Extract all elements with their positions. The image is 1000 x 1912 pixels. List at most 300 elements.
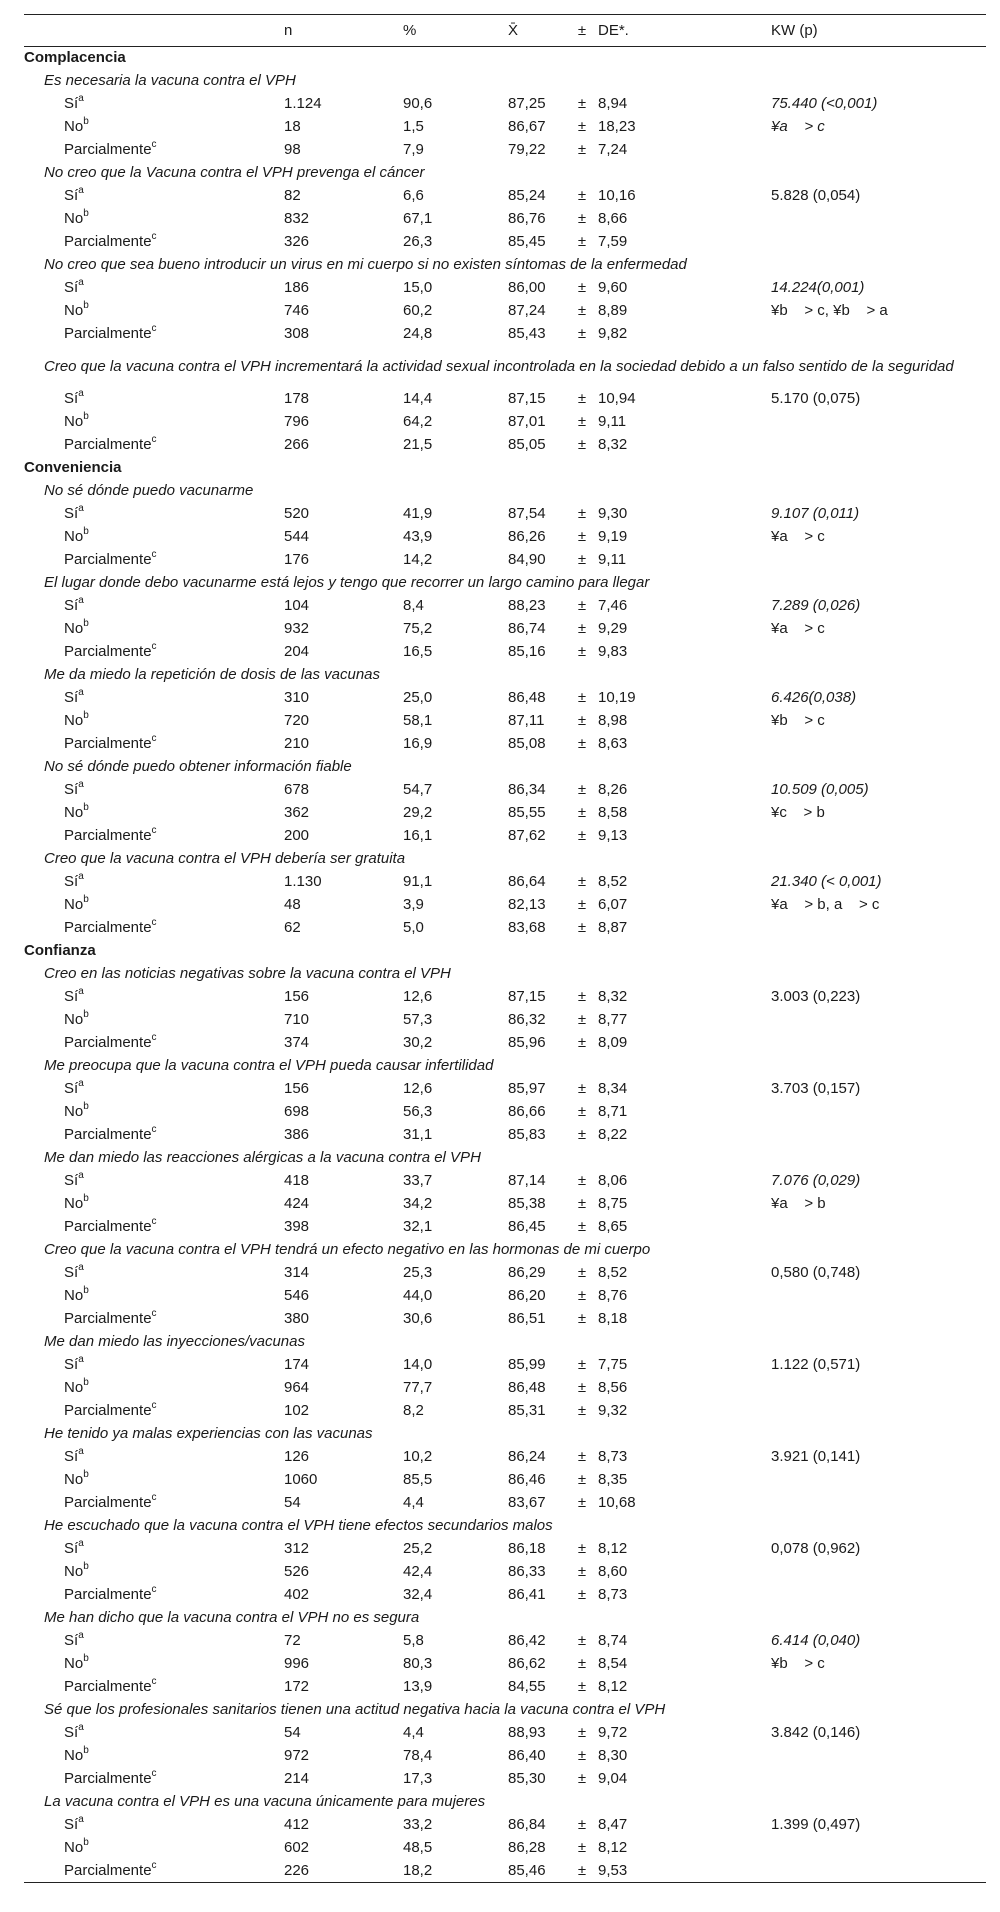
cell-n: 964: [284, 1379, 310, 1396]
option-superscript: b: [83, 710, 89, 721]
table-row: [24, 871, 986, 894]
option-text: No: [64, 118, 84, 135]
option-text: Parcialmente: [64, 1126, 152, 1143]
table-row: [24, 323, 986, 346]
cell-n: 520: [284, 505, 310, 522]
cell-pct: 17,3: [403, 1770, 433, 1787]
cell-kw: [771, 1009, 986, 1032]
cell-sd: 9,11: [598, 413, 627, 430]
cell-kw: 10.509 (0,005): [771, 781, 869, 798]
table-row: [24, 1078, 986, 1101]
cell-mean: 88,93: [508, 1724, 546, 1741]
cell-mean: 86,62: [508, 1655, 546, 1672]
option-label: [24, 1837, 278, 1860]
cell-kw: [771, 1285, 986, 1308]
table-row: [24, 1354, 986, 1377]
option-label: [24, 1285, 278, 1308]
cell-pm: ±: [577, 1011, 587, 1028]
question-text: Creo que la vacuna contra el VPH debería ser gratuita: [44, 850, 406, 867]
cell-kw: ¥a > c: [771, 118, 825, 135]
cell-kw: [771, 1216, 986, 1239]
cell-n: 186: [284, 279, 310, 296]
table-row: [24, 526, 986, 549]
option-text: No: [64, 1655, 84, 1672]
cell-pct: 30,6: [403, 1310, 433, 1327]
option-superscript: b: [83, 894, 89, 905]
table-row: [24, 825, 986, 848]
table-row: [24, 1814, 986, 1837]
cell-sd: 9,32: [598, 1402, 628, 1419]
cell-pct: 41,9: [403, 505, 433, 522]
cell-mean: 85,96: [508, 1034, 546, 1051]
cell-mean: 86,41: [508, 1586, 546, 1603]
cell-n: 544: [284, 528, 310, 545]
cell-kw: 3.003 (0,223): [771, 988, 861, 1005]
table-row: [24, 1377, 986, 1400]
cell-pct: 8,4: [403, 597, 424, 614]
cell-mean: 87,15: [508, 390, 546, 407]
table-row: [24, 1768, 986, 1791]
option-superscript: b: [83, 1469, 89, 1480]
cell-mean: 85,43: [508, 325, 546, 342]
cell-n: 156: [284, 1080, 310, 1097]
question-text: Me han dicho que la vacuna contra el VPH no es segura: [44, 1609, 420, 1626]
cell-pct: 21,5: [403, 436, 433, 453]
table-row: [24, 1170, 986, 1193]
cell-mean: 85,45: [508, 233, 546, 250]
cell-sd: 8,66: [598, 210, 628, 227]
cell-kw: ¥c > b: [771, 804, 825, 821]
header-sd: DE*.: [594, 15, 771, 47]
option-label: [24, 323, 278, 346]
option-text: No: [64, 1747, 84, 1764]
table-row: [24, 1837, 986, 1860]
question-row: [24, 1791, 986, 1814]
cell-kw: [771, 1308, 986, 1331]
cell-mean: 86,51: [508, 1310, 546, 1327]
cell-kw: [771, 1584, 986, 1607]
option-text: Parcialmente: [64, 233, 152, 250]
option-label: [24, 1860, 278, 1883]
option-text: No: [64, 1563, 84, 1580]
cell-pm: ±: [577, 1770, 587, 1787]
cell-pct: 4,4: [403, 1494, 424, 1511]
cell-pm: ±: [577, 1471, 587, 1488]
option-superscript: b: [83, 300, 89, 311]
cell-mean: 86,28: [508, 1839, 546, 1856]
cell-mean: 86,74: [508, 620, 546, 637]
cell-sd: 8,98: [598, 712, 628, 729]
option-text: Parcialmente: [64, 827, 152, 844]
question-text: No creo que la Vacuna contra el VPH prevenga el cáncer: [44, 164, 425, 181]
question-row: [24, 1515, 986, 1538]
option-label: [24, 1768, 278, 1791]
option-label: [24, 917, 278, 940]
option-superscript: c: [151, 231, 157, 242]
cell-n: 178: [284, 390, 310, 407]
option-label: [24, 687, 278, 710]
cell-sd: 8,56: [598, 1379, 628, 1396]
question-row: [24, 346, 986, 388]
cell-sd: 9,83: [598, 643, 628, 660]
cell-pct: 12,6: [403, 1080, 433, 1097]
cell-pct: 16,5: [403, 643, 433, 660]
cell-n: 210: [284, 735, 310, 752]
table-row: [24, 277, 986, 300]
table-row: [24, 1009, 986, 1032]
cell-kw: 3.703 (0,157): [771, 1080, 861, 1097]
cell-n: 72: [284, 1632, 301, 1649]
table-row: [24, 1101, 986, 1124]
option-label: [24, 1400, 278, 1423]
cell-pm: ±: [577, 141, 587, 158]
cell-n: 424: [284, 1195, 310, 1212]
cell-pct: 3,9: [403, 896, 424, 913]
option-label: [24, 1446, 278, 1469]
cell-pm: ±: [577, 436, 587, 453]
option-label: [24, 802, 278, 825]
cell-n: 380: [284, 1310, 310, 1327]
table-row: [24, 1193, 986, 1216]
cell-pm: ±: [577, 1632, 587, 1649]
cell-mean: 86,64: [508, 873, 546, 890]
option-superscript: b: [83, 1837, 89, 1848]
option-label: [24, 1193, 278, 1216]
cell-pct: 15,0: [403, 279, 433, 296]
option-label: [24, 1584, 278, 1607]
cell-mean: 86,84: [508, 1816, 546, 1833]
cell-pm: ±: [577, 1816, 587, 1833]
cell-kw: 5.170 (0,075): [771, 390, 861, 407]
option-superscript: a: [78, 1630, 84, 1641]
cell-pct: 25,0: [403, 689, 433, 706]
option-superscript: a: [78, 595, 84, 606]
cell-pct: 67,1: [403, 210, 433, 227]
table-row: [24, 1584, 986, 1607]
option-superscript: a: [78, 1722, 84, 1733]
option-label: [24, 208, 278, 231]
cell-kw: [771, 1400, 986, 1423]
cell-pm: ±: [577, 1655, 587, 1672]
question-row: [24, 70, 986, 93]
cell-pct: 7,9: [403, 141, 424, 158]
cell-mean: 84,90: [508, 551, 546, 568]
cell-mean: 83,67: [508, 1494, 546, 1511]
cell-sd: 8,32: [598, 988, 628, 1005]
option-text: Sí: [64, 95, 79, 112]
option-text: Parcialmente: [64, 1678, 152, 1695]
data-table: [24, 14, 986, 1883]
cell-pm: ±: [577, 1563, 587, 1580]
option-superscript: c: [151, 1308, 157, 1319]
option-label: [24, 139, 278, 162]
option-label: [24, 411, 278, 434]
cell-kw: ¥a > c: [771, 620, 825, 637]
cell-mean: 86,40: [508, 1747, 546, 1764]
cell-n: 176: [284, 551, 310, 568]
cell-pct: 58,1: [403, 712, 433, 729]
cell-pm: ±: [577, 1448, 587, 1465]
table-row: [24, 1676, 986, 1699]
cell-pct: 43,9: [403, 528, 433, 545]
option-label: [24, 1722, 278, 1745]
option-superscript: b: [83, 802, 89, 813]
cell-pm: ±: [577, 1218, 587, 1235]
option-label: [24, 549, 278, 572]
option-text: Parcialmente: [64, 325, 152, 342]
question-row: [24, 1699, 986, 1722]
cell-sd: 10,94: [598, 390, 636, 407]
header-pct: %: [403, 15, 508, 47]
option-label: [24, 277, 278, 300]
option-superscript: b: [83, 116, 89, 127]
cell-sd: 8,52: [598, 873, 628, 890]
cell-n: 314: [284, 1264, 310, 1281]
cell-pm: ±: [577, 988, 587, 1005]
option-superscript: c: [151, 1400, 157, 1411]
cell-pm: ±: [577, 735, 587, 752]
cell-mean: 86,24: [508, 1448, 546, 1465]
cell-sd: 7,59: [598, 233, 628, 250]
cell-kw: [771, 323, 986, 346]
option-text: Sí: [64, 689, 79, 706]
option-superscript: b: [83, 1653, 89, 1664]
option-superscript: a: [78, 1446, 84, 1457]
cell-pm: ±: [577, 95, 587, 112]
cell-mean: 85,55: [508, 804, 546, 821]
cell-kw: 14.224(0,001): [771, 279, 865, 296]
cell-mean: 87,24: [508, 302, 546, 319]
cell-n: 374: [284, 1034, 310, 1051]
cell-mean: 85,05: [508, 436, 546, 453]
table-row: [24, 1262, 986, 1285]
cell-pm: ±: [577, 1747, 587, 1764]
option-label: [24, 434, 278, 457]
cell-sd: 18,23: [598, 118, 636, 135]
option-text: Parcialmente: [64, 1494, 152, 1511]
option-superscript: b: [83, 618, 89, 629]
cell-pm: ±: [577, 827, 587, 844]
cell-pm: ±: [577, 118, 587, 135]
cell-pm: ±: [577, 919, 587, 936]
question-text: La vacuna contra el VPH es una vacuna únicamente para mujeres: [44, 1793, 486, 1810]
cell-mean: 86,32: [508, 1011, 546, 1028]
option-superscript: c: [151, 549, 157, 560]
table-row: [24, 1630, 986, 1653]
cell-mean: 84,55: [508, 1678, 546, 1695]
option-label: [24, 1009, 278, 1032]
option-label: [24, 1124, 278, 1147]
cell-sd: 8,52: [598, 1264, 628, 1281]
cell-pct: 16,9: [403, 735, 433, 752]
cell-sd: 8,60: [598, 1563, 628, 1580]
cell-kw: [771, 917, 986, 940]
option-text: Parcialmente: [64, 1586, 152, 1603]
cell-pm: ±: [577, 781, 587, 798]
cell-sd: 8,09: [598, 1034, 628, 1051]
question-text: He tenido ya malas experiencias con las vacunas: [44, 1425, 373, 1442]
cell-pct: 18,2: [403, 1860, 508, 1883]
option-label: [24, 595, 278, 618]
table-row: [24, 185, 986, 208]
cell-mean: 86,45: [508, 1218, 546, 1235]
cell-pm: ±: [577, 1287, 587, 1304]
question-text: Me dan miedo las reacciones alérgicas a la vacuna contra el VPH: [44, 1149, 481, 1166]
cell-sd: 6,07: [598, 896, 628, 913]
table-row: [24, 139, 986, 162]
cell-mean: 85,31: [508, 1402, 546, 1419]
cell-n: 602: [284, 1839, 310, 1856]
table-row: [24, 1722, 986, 1745]
section-row: [24, 47, 986, 70]
option-superscript: c: [151, 1676, 157, 1687]
option-label: [24, 710, 278, 733]
cell-pm: ±: [577, 712, 587, 729]
question-text: Creo que la vacuna contra el VPH tendrá un efecto negativo en las hormonas de mi cuerpo: [44, 1241, 651, 1258]
option-superscript: c: [151, 323, 157, 334]
option-text: Sí: [64, 1816, 79, 1833]
cell-sd: 9,60: [598, 279, 628, 296]
option-superscript: c: [151, 917, 157, 928]
option-text: Sí: [64, 505, 79, 522]
cell-n: 82: [284, 187, 301, 204]
cell-mean: 86,20: [508, 1287, 546, 1304]
option-label: [24, 300, 278, 323]
cell-mean: 87,01: [508, 413, 546, 430]
cell-kw: ¥b > c: [771, 1655, 825, 1672]
cell-mean: 86,67: [508, 118, 546, 135]
option-text: Sí: [64, 781, 79, 798]
cell-n: 710: [284, 1011, 310, 1028]
cell-mean: 86,76: [508, 210, 546, 227]
cell-n: 526: [284, 1563, 310, 1580]
option-text: Parcialmente: [64, 1310, 152, 1327]
question-text: Me da miedo la repetición de dosis de las vacunas: [44, 666, 381, 683]
cell-mean: 86,18: [508, 1540, 546, 1557]
cell-pct: 42,4: [403, 1563, 433, 1580]
cell-mean: 85,97: [508, 1080, 546, 1097]
option-superscript: a: [78, 1262, 84, 1273]
option-text: No: [64, 302, 84, 319]
cell-pct: 4,4: [403, 1724, 424, 1741]
cell-n: 398: [284, 1218, 310, 1235]
option-text: Parcialmente: [64, 141, 152, 158]
option-superscript: b: [83, 1193, 89, 1204]
section-title: Complacencia: [24, 49, 126, 67]
option-text: No: [64, 1011, 84, 1028]
option-text: Parcialmente: [64, 735, 152, 752]
table-row: [24, 300, 986, 323]
cell-mean: 86,00: [508, 279, 546, 296]
option-text: No: [64, 1839, 84, 1856]
cell-mean: 85,30: [508, 1770, 546, 1787]
cell-pm: ±: [577, 390, 587, 407]
cell-mean: 86,66: [508, 1103, 546, 1120]
option-superscript: c: [151, 1768, 157, 1779]
cell-kw: 1.122 (0,571): [771, 1356, 861, 1373]
option-label: [24, 825, 278, 848]
cell-n: 1.124: [284, 95, 322, 112]
option-text: No: [64, 712, 84, 729]
cell-sd: 8,12: [598, 1678, 628, 1695]
option-text: Sí: [64, 279, 79, 296]
cell-n: 172: [284, 1678, 310, 1695]
question-text: Es necesaria la vacuna contra el VPH: [44, 72, 296, 89]
option-text: No: [64, 1287, 84, 1304]
cell-pct: 33,2: [403, 1816, 433, 1833]
cell-pm: ±: [577, 873, 587, 890]
cell-pm: ±: [577, 279, 587, 296]
cell-mean: 87,25: [508, 95, 546, 112]
cell-sd: 8,71: [598, 1103, 628, 1120]
cell-kw: ¥b > c, ¥b > a: [771, 302, 888, 319]
cell-mean: 82,13: [508, 896, 546, 913]
cell-n: 746: [284, 302, 310, 319]
table-row: [24, 434, 986, 457]
option-label: [24, 231, 278, 254]
cell-kw: [771, 1745, 986, 1768]
option-label: [24, 1032, 278, 1055]
cell-pm: ±: [577, 1540, 587, 1557]
option-label: [24, 1308, 278, 1331]
cell-sd: 8,74: [598, 1632, 628, 1649]
cell-n: 326: [284, 233, 310, 250]
cell-sd: 10,68: [598, 1494, 636, 1511]
cell-mean: 85,83: [508, 1126, 546, 1143]
cell-pm: ±: [577, 413, 587, 430]
cell-pct: 80,3: [403, 1655, 433, 1672]
option-label: [24, 1078, 278, 1101]
option-superscript: a: [78, 185, 84, 196]
question-row: [24, 1055, 986, 1078]
question-text: He escuchado que la vacuna contra el VPH tiene efectos secundarios malos: [44, 1517, 553, 1534]
table-row: [24, 986, 986, 1009]
option-label: [24, 1814, 278, 1837]
option-label: [24, 503, 278, 526]
cell-kw: 0,580 (0,748): [771, 1264, 861, 1281]
cell-pm: ±: [577, 1839, 587, 1856]
option-text: Parcialmente: [64, 551, 152, 568]
option-superscript: a: [78, 1078, 84, 1089]
table-row: [24, 710, 986, 733]
cell-kw: 3.842 (0,146): [771, 1724, 861, 1741]
table-row: [24, 1860, 986, 1883]
section-row: [24, 457, 986, 480]
cell-n: 972: [284, 1747, 310, 1764]
cell-sd: 9,13: [598, 827, 628, 844]
cell-kw: [771, 1860, 986, 1883]
cell-pct: 56,3: [403, 1103, 433, 1120]
option-label: [24, 1676, 278, 1699]
cell-pm: ±: [577, 1034, 587, 1051]
header-mean: X̄: [508, 15, 570, 47]
table-row: [24, 618, 986, 641]
question-row: [24, 162, 986, 185]
cell-pm: ±: [577, 325, 587, 342]
question-text: No sé dónde puedo obtener información fiable: [44, 758, 352, 775]
cell-kw: ¥a > b, a > c: [771, 896, 880, 913]
section-title: Confianza: [24, 942, 96, 959]
cell-n: 156: [284, 988, 310, 1005]
table-row: [24, 917, 986, 940]
cell-pct: 24,8: [403, 325, 433, 342]
table-row: [24, 1400, 986, 1423]
cell-pm: ±: [577, 210, 587, 227]
question-row: [24, 1147, 986, 1170]
table-body: [24, 47, 986, 1883]
cell-mean: 85,08: [508, 735, 546, 752]
question-row: [24, 1607, 986, 1630]
